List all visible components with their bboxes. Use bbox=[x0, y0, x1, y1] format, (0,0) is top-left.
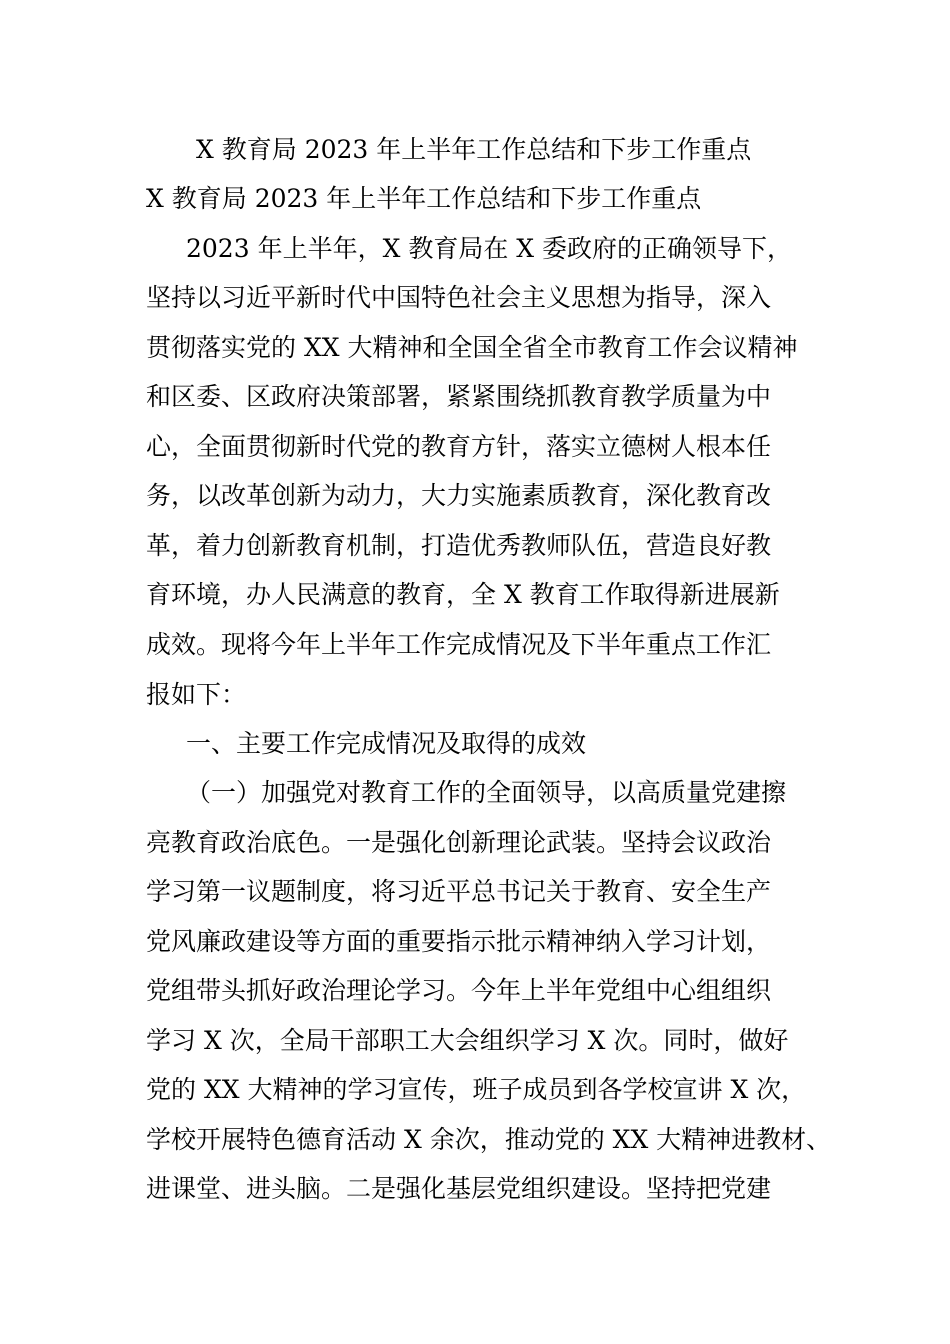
paragraph-line-12: 亮教育政治底色。一是强化创新理论武装。坚持会议政治 bbox=[146, 828, 772, 857]
document-subtitle: X 教育局 2023 年上半年工作总结和下步工作重点 bbox=[146, 184, 702, 213]
paragraph-line-1: 2023 年上半年，X 教育局在 X 委政府的正确领导下， bbox=[186, 234, 793, 263]
paragraph-line-18: 学校开展特色德育活动 X 余次，推动党的 XX 大精神进教材、 bbox=[146, 1125, 832, 1154]
paragraph-line-14: 党风廉政建设等方面的重要指示批示精神纳入学习计划， bbox=[146, 927, 772, 956]
paragraph-line-8: 育环境，办人民满意的教育，全 X 教育工作取得新进展新 bbox=[146, 580, 780, 609]
paragraph-line-16: 学习 X 次，全局干部职工大会组织学习 X 次。同时，做好 bbox=[146, 1026, 789, 1055]
section-heading: 一、主要工作完成情况及取得的成效 bbox=[186, 729, 587, 758]
paragraph-line-15: 党组带头抓好政治理论学习。今年上半年党组中心组组织 bbox=[146, 976, 772, 1005]
paragraph-line-11: （一）加强党对教育工作的全面领导，以高质量党建擦 bbox=[186, 778, 787, 807]
paragraph-line-7: 革，着力创新教育机制，打造优秀教师队伍，营造良好教 bbox=[146, 531, 772, 560]
paragraph-line-17: 党的 XX 大精神的学习宣传，班子成员到各学校宣讲 X 次， bbox=[146, 1075, 807, 1104]
paragraph-line-10: 报如下： bbox=[146, 680, 247, 709]
document-title: X 教育局 2023 年上半年工作总结和下步工作重点 bbox=[196, 135, 752, 164]
paragraph-line-13: 学习第一议题制度，将习近平总书记关于教育、安全生产 bbox=[146, 877, 772, 906]
paragraph-line-6: 务，以改革创新为动力，大力实施素质教育，深化教育改 bbox=[146, 481, 772, 510]
paragraph-line-2: 坚持以习近平新时代中国特色社会主义思想为指导，深入 bbox=[146, 283, 772, 312]
paragraph-line-4: 和区委、区政府决策部署，紧紧围绕抓教育教学质量为中 bbox=[146, 382, 772, 411]
paragraph-line-3: 贯彻落实党的 XX 大精神和全国全省全市教育工作会议精神 bbox=[146, 333, 798, 362]
paragraph-line-19: 进课堂、进头脑。二是强化基层党组织建设。坚持把党建 bbox=[146, 1174, 772, 1203]
paragraph-line-5: 心，全面贯彻新时代党的教育方针，落实立德树人根本任 bbox=[146, 432, 772, 461]
paragraph-line-9: 成效。现将今年上半年工作完成情况及下半年重点工作汇 bbox=[146, 630, 772, 659]
